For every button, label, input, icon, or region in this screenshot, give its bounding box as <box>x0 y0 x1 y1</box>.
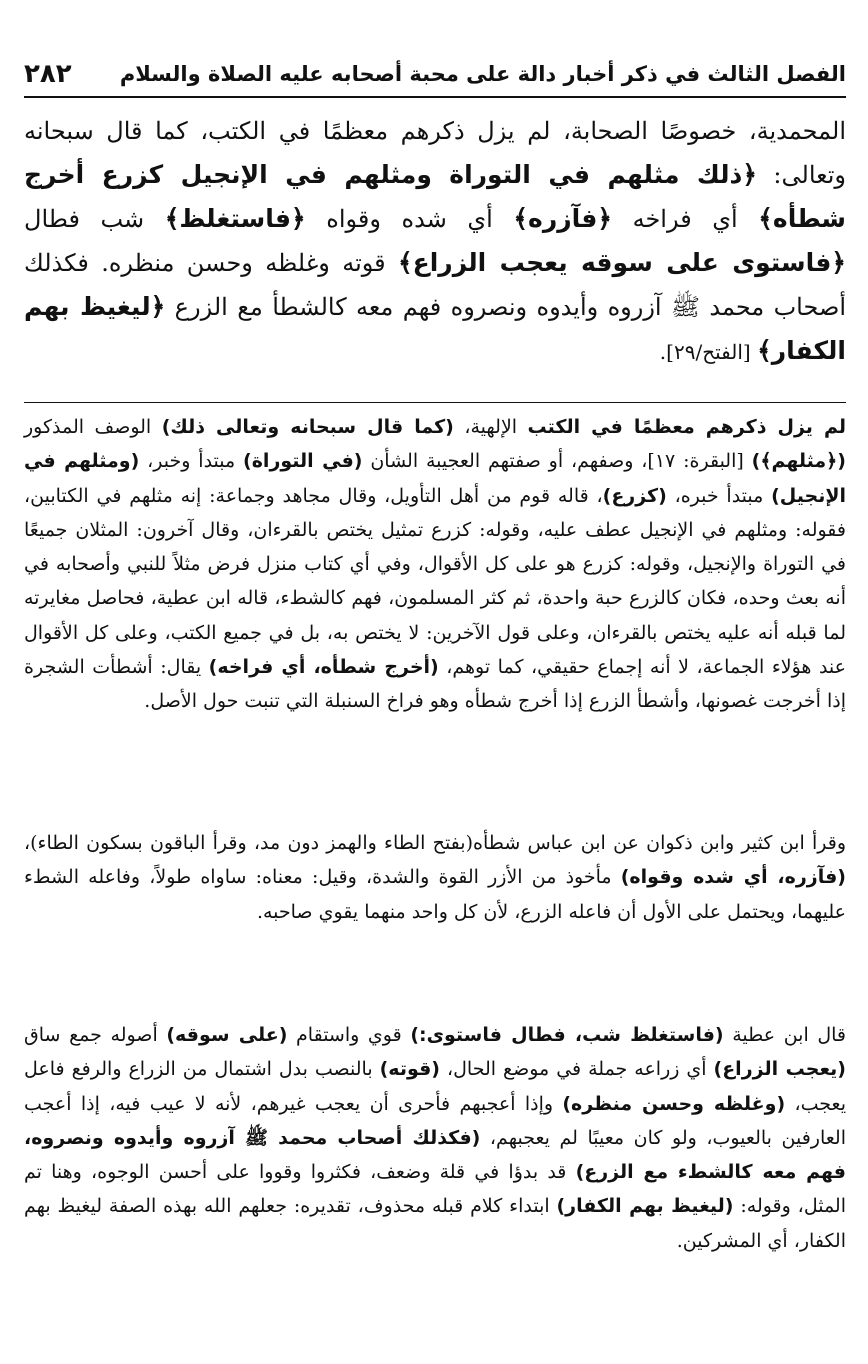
commentary-text: ابتداء كلام قبله محذوف، تقديره: جعلهم الله بهذه الصفة ليغيظ بهم الكفار، أي المشركين. <box>24 1195 846 1252</box>
verse-reference: [الفتح/٢٩]. <box>659 340 758 364</box>
commentary-lemma: (كزرع) <box>602 484 667 507</box>
main-text <box>24 110 846 374</box>
commentary-lemma: (في التوراة) <box>243 450 363 473</box>
main-text-segment: قوته وغلظه وحسن منظره. فكذلك أصحاب محمد ﷺ آزروه وأيدوه ونصروه فهم معه كالشطأ مع الزرع <box>24 249 847 321</box>
commentary-paragraph <box>24 826 846 929</box>
header-divider <box>24 96 846 98</box>
commentary-divider <box>24 402 846 403</box>
commentary-lemma: (أخرج شطأه، أي فراخه) <box>208 656 439 679</box>
commentary-lemma: (فآزره، أي شده وقواه) <box>620 866 846 889</box>
quran-verse: ﴿ليغيظ بهم الكفار﴾ <box>24 292 846 365</box>
commentary-text: يقال: أشطأت الشجرة إذا أخرجت غصونها، وأشطأ الزرع إذا أخرج شطأه وهو فراخ السنبلة التي تنبت حول الأصل. <box>24 656 846 713</box>
commentary-lemma: (فكذلك أصحاب محمد ﷺ آزروه وأيدوه ونصروه، فهم معه كالشطء مع الزرع) <box>24 1126 847 1184</box>
commentary-text: أي زراعه جملة في موضع الحال، <box>440 1058 714 1081</box>
commentary-text: بالنصب بدل اشتمال من الزراع والرفع فاعل يعجب، <box>24 1058 847 1115</box>
commentary-text: ، قاله قوم من أهل التأويل، وقال مجاهد وجماعة: إنه مثلهم في الكتابين، فقوله: ومثلهم في الإنجيل عطف عليه، وقوله: كزرع تمثيل يختص بالقرءان، وقال آخرون: المثلان جميعًا في التوراة والإنجيل، وقوله: كزرع هو على كل الأقوال، وفي أي كتاب منزل فرض مثلاً للنبي وأصحابه في أنه بعث وحده، فكان كالزرع حبة واحدة، ثم كثر المسلمون، فهم كالشطء، قاله ابن عطية، فحاصل مغايرته لما قبله أنه عليه يختص بالقرءان، وعلى قول الآخرين: لا يختص به، بل في جميع الكتب، وعلى كل الأقوال عند هؤلاء الجماعة، لا أنه إجماع حقيقي، كما توهم، <box>24 484 846 679</box>
page-header <box>24 54 846 94</box>
commentary-text: قوي واستقام <box>287 1024 411 1046</box>
commentary-text: قال ابن عطية <box>723 1024 847 1046</box>
commentary-text: مأخوذ من الأزر القوة والشدة، وقيل: معناه: ساواه طولاً، وفاعله الشطء عليهما، ويحتمل على الأول أن فاعله الزرع، لأن كل واحد منهما يقوي صاحبه. <box>24 866 846 923</box>
quran-verse: ﴿فاستغلظ﴾ <box>164 204 306 233</box>
running-title: الفصل الثالث في ذكر أخبار دالة على محبة أصحابه عليه الصلاة والسلام <box>119 62 846 86</box>
commentary-lemma: (ومثلهم في الإنجيل) <box>24 450 846 507</box>
commentary-lemma: (كما قال سبحانه وتعالى ذلك) <box>161 416 454 438</box>
commentary-lemma: (ليغيظ بهم الكفار) <box>556 1195 734 1218</box>
commentary-lemma: (يعجب الزراع) <box>713 1058 846 1081</box>
commentary-text: وإذا أعجبهم فأحرى أن يعجب غيرهم، لأنه لا عيب فيه، إذا أعجب العارفين بالعيوب، ولو كان معيبًا لم يعجبهم، <box>24 1092 846 1149</box>
commentary-text: مبتدأ خبره، <box>666 484 772 507</box>
main-text-segment: شب فطال <box>24 205 165 233</box>
quran-verse: ﴿فآزره﴾ <box>513 204 613 233</box>
commentary-lemma: (﴿مثلهم﴾) <box>751 450 846 473</box>
main-text-segment: أي شده وقواه <box>305 205 514 233</box>
commentary-text: [البقرة: ١٧]، وصفهم، أو صفتهم العجيبة الشأن <box>362 450 752 473</box>
commentary-text: الإلهية، <box>453 416 528 438</box>
commentary-text: قد بدؤا في قلة وضعف، فكثروا وقووا على أحسن الوجوه، وهنا تم المثل، وقوله: <box>24 1161 846 1218</box>
commentary-text: وقرأ ابن كثير وابن ذكوان عن ابن عباس شطأه(بفتح الطاء والهمز دون مد، وقرأ الباقون بسكون الطاء)، <box>24 832 846 854</box>
quran-verse: ﴿فاستوى على سوقه يعجب الزراع﴾ <box>398 248 847 277</box>
commentary-lemma: (فاستغلظ شب، فطال فاستوى:) <box>410 1024 724 1046</box>
main-text-segment: أي فراخه <box>612 205 759 233</box>
main-text-segment: المحمدية، خصوصًا الصحابة، لم يزل ذكرهم معظمًا في الكتب، كما قال سبحانه وتعالى: <box>24 117 846 189</box>
quran-verse: ﴿ذلك مثلهم في التوراة ومثلهم في الإنجيل كزرع أخرج شطأه﴾ <box>24 160 847 233</box>
commentary-text: الوصف المذكور <box>24 416 162 438</box>
commentary-text: أصوله جمع ساق <box>24 1024 167 1046</box>
commentary-lemma: (قوته) <box>379 1058 440 1081</box>
commentary-paragraph <box>24 410 846 719</box>
commentary-paragraph <box>24 1018 846 1258</box>
commentary-lemma: لم يزل ذكرهم معظمًا في الكتب <box>527 416 847 438</box>
commentary-lemma: (على سوقه) <box>166 1024 288 1046</box>
commentary-lemma: (وغلظه وحسن منظره) <box>562 1092 786 1115</box>
page-number: ٢٨٢ <box>24 59 72 89</box>
commentary-text: مبتدأ وخبر، <box>139 450 244 473</box>
